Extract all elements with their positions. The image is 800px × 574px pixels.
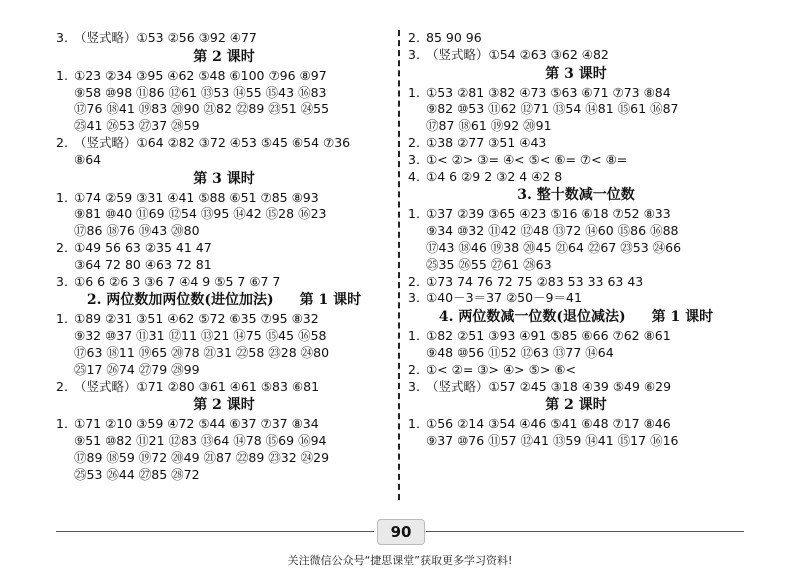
answer-text: ㉕35 ㉖55 ㉗61 ㉘63 (426, 256, 552, 272)
answer-text: ③64 72 80 ④63 72 81 (74, 256, 212, 272)
section-title: 4. 两位数减一位数(退位减法) (438, 309, 626, 326)
question-number: 3. (408, 151, 420, 167)
section-heading: 3. 整十数减一位数 (517, 187, 635, 204)
question-number: 3. (408, 290, 420, 306)
answer-line (408, 362, 744, 379)
answer-line (56, 257, 392, 274)
answer-line (408, 47, 744, 64)
question-number: 1. (408, 416, 420, 432)
question-number: 1. (408, 328, 420, 344)
answer-line (56, 379, 392, 396)
question-number: 1. (56, 416, 68, 432)
left-column (56, 30, 392, 484)
answer-text: ①40－3＝37 ②50－9＝41 (426, 290, 582, 306)
answer-line (56, 101, 392, 118)
answer-line (408, 169, 744, 186)
answer-text: ①53 ②81 ③82 ④73 ⑤63 ⑥71 ⑦73 ⑧84 (426, 84, 671, 100)
answer-line (408, 345, 744, 362)
answer-line (408, 152, 744, 169)
page-number: 90 (377, 519, 425, 545)
question-number: 3. (408, 46, 420, 62)
answer-line (408, 223, 744, 240)
answer-text: ①73 74 76 72 75 ②83 53 33 63 43 (426, 273, 644, 289)
question-number: 3. (56, 30, 68, 45)
answer-text: ⑨32 ⑩37 ⑪31 ⑫11 ⑬21 ⑭75 ⑮45 ⑯58 (74, 328, 327, 344)
question-number: 2. (56, 378, 68, 394)
answer-text: （竖式略）①71 ②80 ③61 ④61 ⑤83 ⑥81 (74, 378, 320, 394)
footer-rule-left (56, 531, 374, 532)
answer-line (408, 240, 744, 257)
answer-text: ①71 ②10 ③59 ④72 ⑤44 ⑥37 ⑦37 ⑧34 (74, 416, 319, 432)
answer-text: ⑨82 ⑩53 ⑪62 ⑫71 ⑬54 ⑭81 ⑮61 ⑯87 (426, 101, 679, 117)
question-number: 1. (408, 206, 420, 222)
answer-line (408, 206, 744, 223)
answer-line (56, 223, 392, 240)
answer-text: ⑰87 ⑱61 ⑲92 ⑳91 (426, 118, 552, 134)
lesson-label: 第 1 课时 (651, 309, 714, 326)
answer-line (56, 240, 392, 257)
section-heading (408, 307, 744, 328)
answer-line (56, 450, 392, 467)
answer-line (56, 206, 392, 223)
section-heading: 第 3 课时 (545, 65, 607, 82)
question-number: 2. (56, 134, 68, 150)
answer-line (56, 30, 392, 47)
footer-note: 关注微信公众号“捷思课堂”获取更多学习资料! (287, 554, 513, 567)
answer-text: ①< ②= ③> ④> ⑤> ⑥< (426, 361, 576, 377)
answer-line (56, 328, 392, 345)
answer-line (56, 190, 392, 207)
answer-line (408, 118, 744, 135)
answer-text: ①< ②> ③= ④< ⑤< ⑥= ⑦< ⑧= (426, 151, 628, 167)
answer-line (408, 379, 744, 396)
answer-text: ⑨48 ⑩56 ⑪52 ⑫63 ⑬77 ⑭64 (426, 344, 614, 360)
answer-text: ㉕41 ㉖53 ㉗37 ㉘59 (74, 118, 200, 134)
answer-line (56, 416, 392, 433)
section-title: 2. 两位数加两位数(进位加法) (86, 292, 274, 309)
answer-text: ①23 ②34 ③95 ④62 ⑤48 ⑥100 ⑦96 ⑧97 (74, 67, 327, 83)
answer-text: ㉕53 ㉖44 ㉗85 ㉘72 (74, 466, 200, 482)
section-heading: 第 2 课时 (193, 397, 255, 414)
answer-line (408, 85, 744, 102)
answer-text: （竖式略）①64 ②82 ③72 ④53 ⑤45 ⑥54 ⑦36 (74, 134, 351, 150)
question-number: 2. (56, 239, 68, 255)
answer-text: ①4 6 ②9 2 ③2 4 ④2 8 (426, 168, 563, 184)
answer-text: ⑨81 ⑩40 ⑪69 ⑫54 ⑬95 ⑭42 ⑮28 ⑯23 (74, 206, 327, 222)
answer-line (408, 257, 744, 274)
answer-line (56, 85, 392, 102)
section-heading: 第 2 课时 (545, 397, 607, 414)
answer-line (56, 345, 392, 362)
question-number: 1. (56, 189, 68, 205)
answer-text: ⑧64 (74, 151, 102, 167)
answer-line (56, 274, 392, 291)
answer-text: ①82 ②51 ③93 ④91 ⑤85 ⑥66 ⑦62 ⑧61 (426, 328, 671, 344)
lesson-label: 第 1 课时 (299, 292, 362, 309)
answer-text: ⑰43 ⑱46 ⑲38 ⑳45 ㉑64 ㉒67 ㉓53 ㉔66 (426, 239, 682, 255)
answer-text: ①6 6 ②6 3 ③6 7 ④4 9 ⑤5 7 ⑥7 7 (74, 273, 281, 289)
question-number: 1. (56, 311, 68, 327)
answer-text: ㉕17 ㉖74 ㉗79 ㉘99 (74, 361, 200, 377)
answer-line (56, 118, 392, 135)
answer-text: ⑨34 ⑩32 ⑪42 ⑫48 ⑬72 ⑭60 ⑮86 ⑯88 (426, 223, 679, 239)
footer-rule-right (426, 531, 744, 532)
question-number: 3. (408, 378, 420, 394)
answer-text: ⑰89 ⑱59 ⑲72 ⑳49 ㉑87 ㉒89 ㉓32 ㉔29 (74, 449, 330, 465)
answer-line (408, 135, 744, 152)
answer-text: （竖式略）①57 ②45 ③18 ④39 ⑤49 ⑥29 (426, 378, 672, 394)
answer-line (56, 433, 392, 450)
answer-line (408, 416, 744, 433)
section-heading: 第 2 课时 (193, 48, 255, 65)
answer-line (408, 328, 744, 345)
question-number: 4. (408, 168, 420, 184)
answer-line (408, 290, 744, 307)
answer-line (408, 433, 744, 450)
answer-text: ①89 ②31 ③51 ④62 ⑤72 ⑥35 ⑦95 ⑧32 (74, 311, 319, 327)
question-number: 2. (408, 361, 420, 377)
question-number: 2. (408, 30, 420, 45)
answer-text: ⑨51 ⑩82 ⑪21 ⑫83 ⑬64 ⑭78 ⑮69 ⑯94 (74, 433, 327, 449)
answer-text: 85 90 96 (426, 30, 482, 45)
question-number: 1. (408, 84, 420, 100)
answer-line (56, 311, 392, 328)
answer-text: ⑰76 ⑱41 ⑲83 ⑳90 ㉑82 ㉒89 ㉓51 ㉔55 (74, 101, 330, 117)
answer-text: ①38 ②77 ③51 ④43 (426, 134, 547, 150)
section-heading (56, 290, 392, 311)
answer-text: ①37 ②39 ③65 ④23 ⑤16 ⑥18 ⑦52 ⑧33 (426, 206, 671, 222)
answer-text: （竖式略）①54 ②63 ③62 ④82 (426, 46, 609, 62)
column-divider (398, 30, 400, 500)
section-heading: 第 3 课时 (193, 170, 255, 187)
answer-line (56, 152, 392, 169)
answer-line (56, 467, 392, 484)
right-column (408, 30, 744, 450)
answer-text: ⑰63 ⑱11 ⑲65 ⑳78 ㉑31 ㉒58 ㉓28 ㉔80 (74, 344, 330, 360)
answer-line (408, 30, 744, 47)
answer-text: ①74 ②59 ③31 ④41 ⑤88 ⑥51 ⑦85 ⑧93 (74, 189, 319, 205)
question-number: 3. (56, 273, 68, 289)
answer-line (56, 362, 392, 379)
answer-line (56, 68, 392, 85)
question-number: 2. (408, 134, 420, 150)
question-number: 1. (56, 67, 68, 83)
answer-line (56, 135, 392, 152)
question-number: 2. (408, 273, 420, 289)
answer-text: ①49 56 63 ②35 41 47 (74, 239, 212, 255)
answer-text: ⑰86 ⑱76 ⑲43 ⑳80 (74, 223, 200, 239)
answer-line (408, 101, 744, 118)
answer-text: ⑨58 ⑩98 ⑪86 ⑫61 ⑬53 ⑭55 ⑮43 ⑯83 (74, 84, 327, 100)
answer-text: ⑨37 ⑩76 ⑪57 ⑫41 ⑬59 ⑭41 ⑮17 ⑯16 (426, 433, 679, 449)
answer-line (408, 274, 744, 291)
answer-text: ①56 ②14 ③54 ④46 ⑤41 ⑥48 ⑦17 ⑧46 (426, 416, 671, 432)
answer-text: （竖式略）①53 ②56 ③92 ④77 (74, 30, 257, 45)
